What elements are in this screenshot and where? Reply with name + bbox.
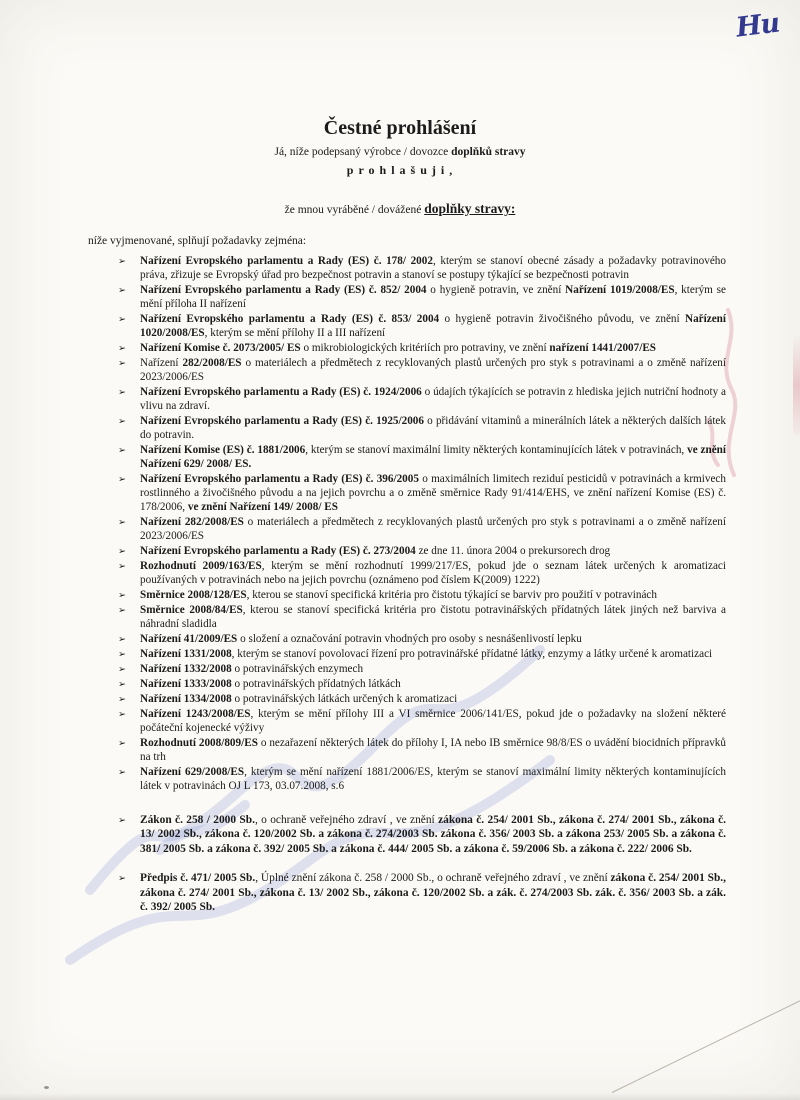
text-segment: , o ochraně veřejného zdraví , ve znění: [254, 814, 439, 826]
list-item-text: [140, 516, 726, 542]
arrow-bullet-icon: ➢: [118, 634, 126, 645]
arrow-bullet-icon: ➢: [118, 590, 126, 601]
arrow-bullet-icon: ➢: [118, 679, 126, 690]
scan-bottom-edge: [0, 1093, 800, 1100]
list-item-text: [140, 737, 726, 763]
arrow-bullet-icon: ➢: [118, 767, 126, 778]
list-item: [118, 544, 726, 558]
list-item-text: [140, 342, 656, 354]
handwritten-mark: Hu: [734, 7, 781, 44]
text-segment: Nařízení Evropského parlamentu a Rady (ES) č. 178/ 2002: [140, 255, 433, 267]
text-segment: Nařízení 1334/2008: [140, 693, 232, 705]
arrow-bullet-icon: ➢: [118, 256, 126, 267]
list-item: [118, 647, 726, 661]
list-item: [118, 385, 726, 413]
subtitle-line: [0, 145, 800, 159]
text-segment: o potravinářských látkách určených k aromatizaci: [231, 693, 458, 705]
text-segment: Předpis č. 471/ 2005 Sb.: [140, 872, 256, 885]
list-item: [118, 559, 726, 587]
list-item-text: [140, 284, 726, 310]
list-item-text: [140, 678, 401, 690]
text-segment: o potravinářských enzymech: [231, 663, 364, 675]
text-segment: Nařízení 1333/2008: [140, 678, 232, 690]
arrow-bullet-icon: ➢: [118, 445, 126, 456]
text-segment: , Úplné znění zákona č. 258 / 2000 Sb., o ochraně veřejného zdraví , ve znění: [255, 872, 611, 885]
list-item: [118, 707, 726, 735]
arrow-bullet-icon: ➢: [118, 343, 126, 354]
text-segment: , kterým se mění nařízení 1881/2006/ES, kterým se stanoví maximální limity některých kontaminujících látek v potravinách OJ L 173, 03.07.2008, s.6: [140, 766, 726, 792]
text-segment: zákona č. 254/ 2001 Sb., zákona č. 274/ 2001 Sb., zákona č. 13/ 2002 Sb., zákona č. 120/2002 Sb. a zák. č. 274/2003 Sb. zák. č. 356/ 2003 Sb. a zák. č. 392/ 2005 Sb.: [140, 872, 726, 914]
text-segment: Směrnice 2008/128/ES: [140, 589, 247, 601]
text-segment: , kterou se stanoví specifická kritéria pro čistotu potravinářských přídatných látek jiných než barviva a náhradní sladidla: [140, 604, 726, 630]
text-segment: Nařízení Komise č. 2073/2005/ ES: [140, 342, 301, 354]
page-fold-shadow: [612, 999, 800, 1093]
text-segment: Nařízení Evropského parlamentu a Rady (ES) č. 273/2004: [140, 545, 416, 557]
text-segment: Já, níže podepsaný výrobce / dovozce: [274, 146, 452, 158]
arrow-bullet-icon: ➢: [118, 474, 126, 485]
arrow-bullet-icon: ➢: [118, 738, 126, 749]
list-item-text: [140, 663, 363, 675]
text-segment: Nařízení 1332/2008: [140, 663, 232, 675]
text-segment: doplňky stravy:: [424, 201, 516, 216]
text-segment: Nařízení Evropského parlamentu a Rady (ES) č. 1925/2006: [140, 415, 424, 427]
text-segment: Rozhodnutí 2009/163/ES: [140, 560, 262, 572]
list-item: [118, 588, 726, 602]
arrow-bullet-icon: ➢: [118, 873, 126, 885]
arrow-bullet-icon: ➢: [118, 285, 126, 296]
text-segment: Nařízení Evropského parlamentu a Rady (ES) č. 396/2005: [140, 473, 419, 485]
text-segment: o materiálech a předmětech z recyklovaných plastů určených pro styk s potravinami a o změně nařízení 2023/2006/ES: [140, 516, 726, 542]
list-item-text: [140, 589, 657, 601]
list-item-text: [140, 313, 726, 339]
text-segment: o potravinářských přídatných látkách: [231, 678, 401, 690]
text-segment: nařízení 1441/2007/ES: [549, 342, 657, 354]
text-segment: , kterým se mění přílohy II a III nařízení: [204, 327, 386, 339]
text-segment: o mikrobiologických kritériích pro potraviny, ve znění: [300, 342, 550, 354]
list-item: [118, 472, 726, 514]
text-segment: Nařízení Evropského parlamentu a Rady (ES) č. 1924/2006: [140, 386, 422, 398]
list-item-text: [140, 386, 726, 412]
text-segment: , kterým se mění příloha II nařízení: [140, 284, 726, 310]
list-item: [118, 871, 726, 914]
text-segment: o přidávání vitaminů a minerálních látek a některých dalších látek do potravin.: [140, 415, 726, 441]
declaration-word: p r o h l a š u j i ,: [346, 163, 454, 177]
text-segment: 282/2008/ES: [182, 357, 242, 369]
arrow-bullet-icon: ➢: [118, 314, 126, 325]
text-segment: ve znění Nařízení 149/ 2008/ ES: [187, 501, 338, 513]
text-segment: Nařízení 41/2009/ES: [140, 633, 238, 645]
list-item: [118, 515, 726, 543]
list-item-text: [140, 545, 610, 557]
text-segment: Nařízení 1020/2008/ES: [140, 313, 727, 339]
list-item: [118, 414, 726, 442]
list-item: [118, 677, 726, 691]
text-segment: Nařízení Komise (ES) č. 1881/2006: [140, 444, 306, 456]
text-segment: Nařízení 1019/2008/ES: [565, 284, 675, 296]
text-segment: , kterým se stanoví maximální limity některých kontaminujících látek v potravinách,: [305, 444, 688, 456]
text-segment: Nařízení: [140, 357, 183, 369]
list-item: [118, 736, 726, 764]
list-item-text: [140, 444, 726, 470]
lead-line: níže vyjmenované, splňují požadavky zejména:: [88, 235, 307, 247]
arrow-bullet-icon: ➢: [118, 605, 126, 616]
text-segment: Nařízení Evropského parlamentu a Rady (ES) č. 852/ 2004: [140, 284, 427, 296]
list-item-text: [140, 708, 726, 734]
list-item: [118, 765, 726, 793]
text-segment: Nařízení 282/2008/ES: [140, 516, 244, 528]
list-item: [118, 662, 726, 676]
page-title: Čestné prohlášení: [323, 117, 477, 139]
text-segment: o hygieně potravin živočišného původu, ve znění: [439, 313, 685, 325]
list-item: [118, 283, 726, 311]
text-segment: , kterým se mění rozhodnutí 1999/217/ES, pokud jde o seznam látek určených k aromatizaci používaných v potravinách nebo na jejich povrchu (oznámeno pod číslem K(2009) 1222): [140, 560, 726, 586]
list-item-text: [140, 693, 457, 705]
text-segment: , kterým se mění přílohy III a VI směrnice 2006/141/ES, pokud jde o požadavky na složení některé počáteční kojenecké výživy: [140, 708, 726, 734]
text-segment: Nařízení 1331/2008: [140, 648, 232, 660]
text-segment: o složení a označování potravin vhodných pro osoby s nesnášenlivostí lepku: [237, 633, 582, 645]
list-item-text: [140, 560, 726, 586]
list-item: [118, 632, 726, 646]
text-segment: doplňků stravy: [451, 146, 526, 158]
list-item: [118, 312, 726, 340]
text-segment: Rozhodnutí 2008/809/ES: [140, 737, 258, 749]
arrow-bullet-icon: ➢: [118, 694, 126, 705]
text-segment: o nezařazení některých látek do přílohy I, IA nebo IB směrnice 98/8/ES o uvádění biocidních přípravků na trh: [140, 737, 726, 763]
intro-line: [0, 200, 800, 219]
scan-speck: [44, 1086, 49, 1089]
list-item: [118, 692, 726, 706]
arrow-bullet-icon: ➢: [118, 649, 126, 660]
list-item-text: [140, 766, 726, 792]
arrow-bullet-icon: ➢: [118, 561, 126, 572]
arrow-bullet-icon: ➢: [118, 546, 126, 557]
text-segment: že mnou vyráběné / dovážené: [284, 204, 425, 216]
list-item: [118, 603, 726, 631]
text-segment: o údajích týkajících se potravin z hlediska jejich nutriční hodnoty a vlivu na zdraví.: [140, 386, 726, 412]
list-item-text: [140, 473, 726, 513]
text-segment: o maximálních limitech reziduí pesticidů v potravinách a krmivech rostlinného a živočišného původu a na jejich povrchu a o změně směrnice Rady 91/414/EHS, ve znění nařízení Komise (ES) č. 178/2006,: [140, 473, 726, 513]
text-segment: zákona č. 254/ 2001 Sb., zákona č. 274/ 2001 Sb., zákona č. 13/ 2002 Sb., zákona č. 120/2002 Sb. a zákona č. 274/2003 Sb. zákona č. 356/ 2003 Sb. a zákona 253/ 2005 Sb. a zákona č. 381/ 2005 Sb. a zákona č. 392/ 2005 Sb. a zákona č. 444/ 2005 Sb. a zákona č. 59/2006 Sb. a zákona č. 222/ 2006 Sb.: [140, 814, 726, 855]
list-item-text: [140, 255, 726, 281]
arrow-bullet-icon: ➢: [118, 664, 126, 675]
list-item: [118, 443, 726, 471]
list-item-text: [140, 415, 726, 441]
text-segment: , kterým se stanoví povolovací řízení pro potravinářské přídatné látky, enzymy a látky určené k aromatizaci: [231, 648, 713, 660]
list-item-text: [140, 357, 726, 383]
list-item: [118, 356, 726, 384]
text-segment: ve znění Nařízení 629/ 2008/ ES.: [140, 444, 726, 470]
text-segment: Nařízení 1243/2008/ES: [140, 708, 251, 720]
list-item: [118, 254, 726, 282]
arrow-bullet-icon: ➢: [118, 815, 126, 826]
text-segment: Nařízení 629/2008/ES: [140, 766, 245, 778]
text-segment: o hygieně potravin, ve znění: [426, 284, 566, 296]
arrow-bullet-icon: ➢: [118, 709, 126, 720]
list-item-text: [140, 872, 726, 913]
text-segment: Nařízení Evropského parlamentu a Rady (ES) č. 853/ 2004: [140, 313, 440, 325]
arrow-bullet-icon: ➢: [118, 358, 126, 369]
text-segment: o materiálech a předmětech z recyklovaných plastů určených pro styk s potravinami a o změně nařízení 2023/2006/ES: [140, 357, 726, 383]
text-segment: ze dne 11. února 2004 o prekursorech drog: [415, 545, 611, 557]
text-segment: , kterou se stanoví specifická kritéria pro čistotu týkající se barviv pro použití v potravinách: [246, 589, 657, 601]
edge-smudge: [793, 335, 800, 435]
list-item-text: [140, 814, 726, 855]
text-segment: , kterým se stanoví obecné zásady a požadavky potravinového práva, zřizuje se Evropský úřad pro bezpečnost potravin a stanoví se postupy týkající se bezpečnosti potravin: [140, 255, 726, 281]
list-item-text: [140, 648, 712, 660]
text-segment: Směrnice 2008/84/ES: [140, 604, 243, 616]
list-item-text: [140, 604, 726, 630]
list-item: [118, 341, 726, 355]
text-segment: Zákon č. 258 / 2000 Sb.: [140, 814, 255, 826]
regulations-list: [118, 254, 726, 793]
list-item-text: [140, 633, 582, 645]
laws-list: [118, 813, 726, 914]
arrow-bullet-icon: ➢: [118, 387, 126, 398]
arrow-bullet-icon: ➢: [118, 416, 126, 427]
list-item: [118, 813, 726, 856]
arrow-bullet-icon: ➢: [118, 517, 126, 528]
